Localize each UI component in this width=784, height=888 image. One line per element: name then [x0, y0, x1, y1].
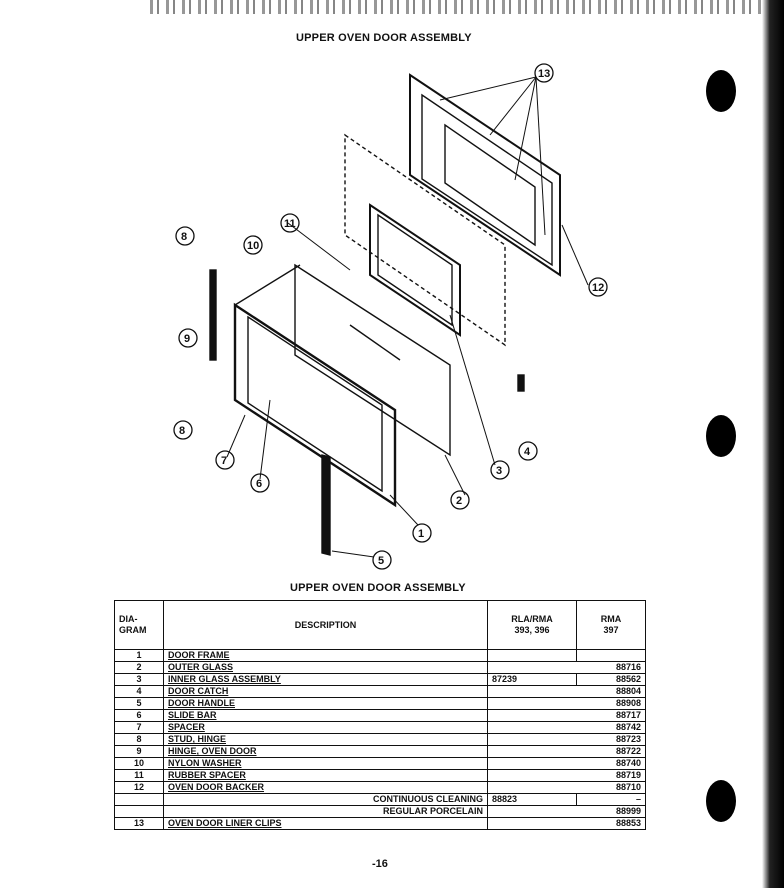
- table-header-row: [115, 601, 646, 650]
- frame-top-edge: [235, 265, 300, 305]
- row-part-number: 88723: [488, 734, 646, 746]
- header-rma: RMA 397: [577, 601, 646, 650]
- row-diagram-number: 8: [115, 734, 164, 746]
- row-part-rma: –: [577, 794, 646, 806]
- svg-text:6: 6: [256, 478, 263, 490]
- page-edge-shadow: [762, 0, 784, 888]
- page-title: UPPER OVEN DOOR ASSEMBLY: [296, 32, 472, 44]
- table-row: [115, 710, 646, 722]
- row-diagram-number: 3: [115, 674, 164, 686]
- binder-hole-top: [706, 70, 736, 112]
- callout-1: [413, 524, 431, 542]
- header-description: DESCRIPTION: [164, 601, 488, 650]
- svg-text:1: 1: [418, 528, 425, 540]
- header-rla-rma: RLA/RMA 393, 396: [488, 601, 577, 650]
- callout-9: [179, 329, 197, 347]
- door-frame: [235, 305, 395, 505]
- table-row: [115, 722, 646, 734]
- row-description: NYLON WASHER: [164, 758, 488, 770]
- row-description: [164, 794, 488, 806]
- svg-text:8: 8: [179, 425, 186, 437]
- callout-8-top: [176, 227, 194, 245]
- glass-reflection: [350, 325, 400, 360]
- row-diagram-number: 2: [115, 662, 164, 674]
- row-diagram-number: [115, 794, 164, 806]
- row-description: HINGE, OVEN DOOR: [164, 746, 488, 758]
- svg-text:7: 7: [221, 455, 228, 467]
- svg-text:2: 2: [456, 495, 463, 507]
- callout-12: [589, 278, 607, 296]
- callout-5: [373, 551, 391, 569]
- table-row: [115, 770, 646, 782]
- header-diagram: DIA- GRAM: [115, 601, 164, 650]
- row-description: SPACER: [164, 722, 488, 734]
- row-part-rla-rma: 87239: [488, 674, 577, 686]
- backer-window-outline: [422, 95, 552, 265]
- row-part-number: 88908: [488, 698, 646, 710]
- row-part-rla-rma: 88823: [488, 794, 577, 806]
- row-part-number: 88722: [488, 746, 646, 758]
- row-description: DOOR CATCH: [164, 686, 488, 698]
- svg-text:12: 12: [592, 282, 605, 294]
- row-diagram-number: 6: [115, 710, 164, 722]
- callout-11: [281, 214, 299, 232]
- table-title: UPPER OVEN DOOR ASSEMBLY: [290, 582, 466, 594]
- callout-8-bottom: [174, 421, 192, 439]
- backer-window: [445, 125, 535, 245]
- row-diagram-number: 9: [115, 746, 164, 758]
- exploded-door-diagram: [160, 55, 640, 575]
- table-row: [115, 662, 646, 674]
- table-row: [115, 698, 646, 710]
- svg-text:13: 13: [538, 68, 551, 80]
- row-part-number: 88740: [488, 758, 646, 770]
- row-part-number: 88804: [488, 686, 646, 698]
- table-row: [115, 746, 646, 758]
- table-row: [115, 782, 646, 794]
- row-part-number: 88717: [488, 710, 646, 722]
- svg-text:4: 4: [524, 446, 531, 458]
- table-row: [115, 806, 646, 818]
- row-part-number: 88716: [488, 662, 646, 674]
- row-diagram-number: 7: [115, 722, 164, 734]
- row-part-number: 88999: [488, 806, 646, 818]
- table-row: [115, 818, 646, 830]
- callout-3: [491, 461, 509, 479]
- parts-table: [114, 600, 646, 830]
- row-diagram-number: 12: [115, 782, 164, 794]
- row-diagram-number: 13: [115, 818, 164, 830]
- binder-hole-bottom: [706, 780, 736, 822]
- row-description: OUTER GLASS: [164, 662, 488, 674]
- row-diagram-number: 4: [115, 686, 164, 698]
- callout-10: [244, 236, 262, 254]
- callout-2: [451, 491, 469, 509]
- scan-noise: [150, 0, 784, 14]
- inner-glass-assembly: [370, 205, 460, 335]
- callout-7: [216, 451, 234, 469]
- row-part-number: 88853: [488, 818, 646, 830]
- table-row: [115, 686, 646, 698]
- page-number: -16: [372, 858, 388, 870]
- row-description: DOOR HANDLE: [164, 698, 488, 710]
- row-part-rma: [577, 650, 646, 662]
- row-description: INNER GLASS ASSEMBLY: [164, 674, 488, 686]
- svg-text:11: 11: [284, 218, 296, 230]
- row-diagram-number: 10: [115, 758, 164, 770]
- row-diagram-number: 1: [115, 650, 164, 662]
- door-catch: [518, 375, 524, 391]
- table-row: [115, 794, 646, 806]
- table-row: [115, 674, 646, 686]
- table-row: [115, 734, 646, 746]
- row-diagram-number: 11: [115, 770, 164, 782]
- row-description: DOOR FRAME: [164, 650, 488, 662]
- door-frame-inner: [248, 317, 382, 491]
- inner-glass-pane: [378, 215, 452, 325]
- callout-4: [519, 442, 537, 460]
- row-description: SLIDE BAR: [164, 710, 488, 722]
- svg-text:10: 10: [247, 240, 260, 252]
- table-row: [115, 650, 646, 662]
- door-handle: [322, 455, 330, 555]
- row-part-rla-rma: [488, 650, 577, 662]
- binder-hole-middle: [706, 415, 736, 457]
- svg-text:5: 5: [378, 555, 385, 567]
- svg-text:9: 9: [184, 333, 191, 345]
- row-part-number: 88742: [488, 722, 646, 734]
- row-part-number: 88710: [488, 782, 646, 794]
- callout-13: [535, 64, 553, 82]
- table-row: [115, 758, 646, 770]
- row-description: [164, 806, 488, 818]
- row-description: STUD, HINGE: [164, 734, 488, 746]
- row-sub-description: REGULAR PORCELAIN: [382, 806, 483, 816]
- row-sub-description: CONTINUOUS CLEANING: [373, 794, 483, 804]
- row-diagram-number: [115, 806, 164, 818]
- svg-text:3: 3: [496, 465, 503, 477]
- row-description: RUBBER SPACER: [164, 770, 488, 782]
- row-part-number: 88719: [488, 770, 646, 782]
- row-description: OVEN DOOR BACKER: [164, 782, 488, 794]
- svg-text:8: 8: [181, 231, 188, 243]
- oven-door-hinge: [210, 270, 216, 360]
- row-part-rma: 88562: [577, 674, 646, 686]
- row-description: OVEN DOOR LINER CLIPS: [164, 818, 488, 830]
- row-diagram-number: 5: [115, 698, 164, 710]
